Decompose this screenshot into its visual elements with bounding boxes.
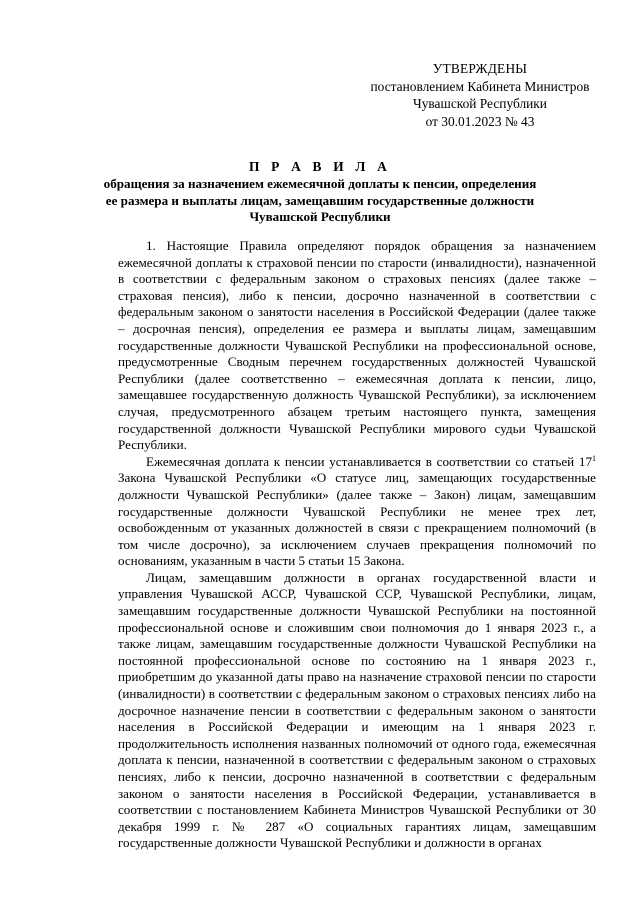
paragraph-1: 1. Настоящие Правила определяют порядок обращения за назначением ежемесячной доплаты к страховой пенсии по старости (инвалидности), назначенной в соответствии с федеральным законом о страховых пенсиях (далее также – страховая пенсия), либо к пенсии, досрочно назначенной в соответствии с федеральным законом о занятости населения в Российской Федерации (далее также – досрочная пенсия), определения ее размера и выплаты лицам, замещавшим государственные должности Чувашской Республики на профессиональной основе, предусмотренные Сводным перечнем государственных должностей Чувашской Республики (далее соответственно – ежемесячная доплата к пенсии, лицо, замещавшее государственную должность Чувашской Республики), за исключением случая, предусмотренного абзацем третьим настоящего пункта, замещения государственной должности Чувашской Республики мирового судьи Чувашской Республики. bbox=[118, 238, 596, 453]
approval-stamp bbox=[340, 60, 620, 130]
document-body bbox=[118, 238, 596, 852]
approval-title: УТВЕРЖДЕНЫ bbox=[432, 61, 528, 76]
paragraph-3: Лицам, замещавшим должности в органах государственной власти и управления Чувашской АССР, Чувашской ССР, Чувашской Республики, лицам, замещавшим государственные должности Чувашской Республики на постоянной профессиональной основе и сложившим свои полномочия до 1 января 2023 г., а также лицам, замещавшим государственные должности Чувашской Республики на постоянной профессиональной основе по состоянию на 1 января 2023 г., приобретшим до указанной даты право на назначение страховой пенсии по старости (инвалидности) в соответствии с федеральным законом о страховых пенсиях либо на досрочное назначение пенсии в соответствии с федеральным законом о занятости населения в Российской Федерации и имеющим на 1 января 2023 г. продолжительность исполнения названных полномочий от одного года, ежемесячная доплата к пенсии, назначенной в соответствии с федеральным законом о страховых пенсиях, либо к пенсии, досрочно назначенной в соответствии с федеральным законом о занятости населения в Российской Федерации, устанавливается в соответствии с постановлением Кабинета Министров Чувашской Республики от 30 декабря 1999 г. № 287 «О социальных гарантиях лицам, замещавшим государственные должности Чувашской Республики и должности в органах bbox=[118, 569, 596, 851]
article-superscript: 1 bbox=[592, 453, 596, 463]
rules-subtitle: обращения за назначением ежемесячной доплаты к пенсии, определения ее размера и выплаты лицам, замещавшим государственные должности Чувашской Республики bbox=[103, 176, 537, 224]
paragraph-2 bbox=[118, 454, 596, 570]
approval-line-resolution: постановлением Кабинета Министров bbox=[370, 78, 590, 94]
paragraph-2-rest: Закона Чувашской Республики «О статусе лиц, замещающих государственные должности Чувашской Республики» (далее также – Закон) лицам, замещавшим государственные должности Чувашской Республики не менее трех лет, освобожденным от указанных должностей в связи с прекращением полномочий (в том числе досрочно), за исключением случаев прекращения полномочий по основаниям, указанным в части 5 статьи 15 Закона. bbox=[118, 470, 596, 569]
approval-line-republic: Чувашской Республики bbox=[413, 96, 547, 111]
rules-heading: П Р А В И Л А bbox=[249, 159, 391, 174]
approval-line-date-number: от 30.01.2023 № 43 bbox=[425, 113, 535, 129]
rules-title-block bbox=[100, 158, 540, 226]
paragraph-2-start: Ежемесячная доплата к пенсии устанавливается в соответствии со статьей 17 bbox=[146, 453, 592, 469]
